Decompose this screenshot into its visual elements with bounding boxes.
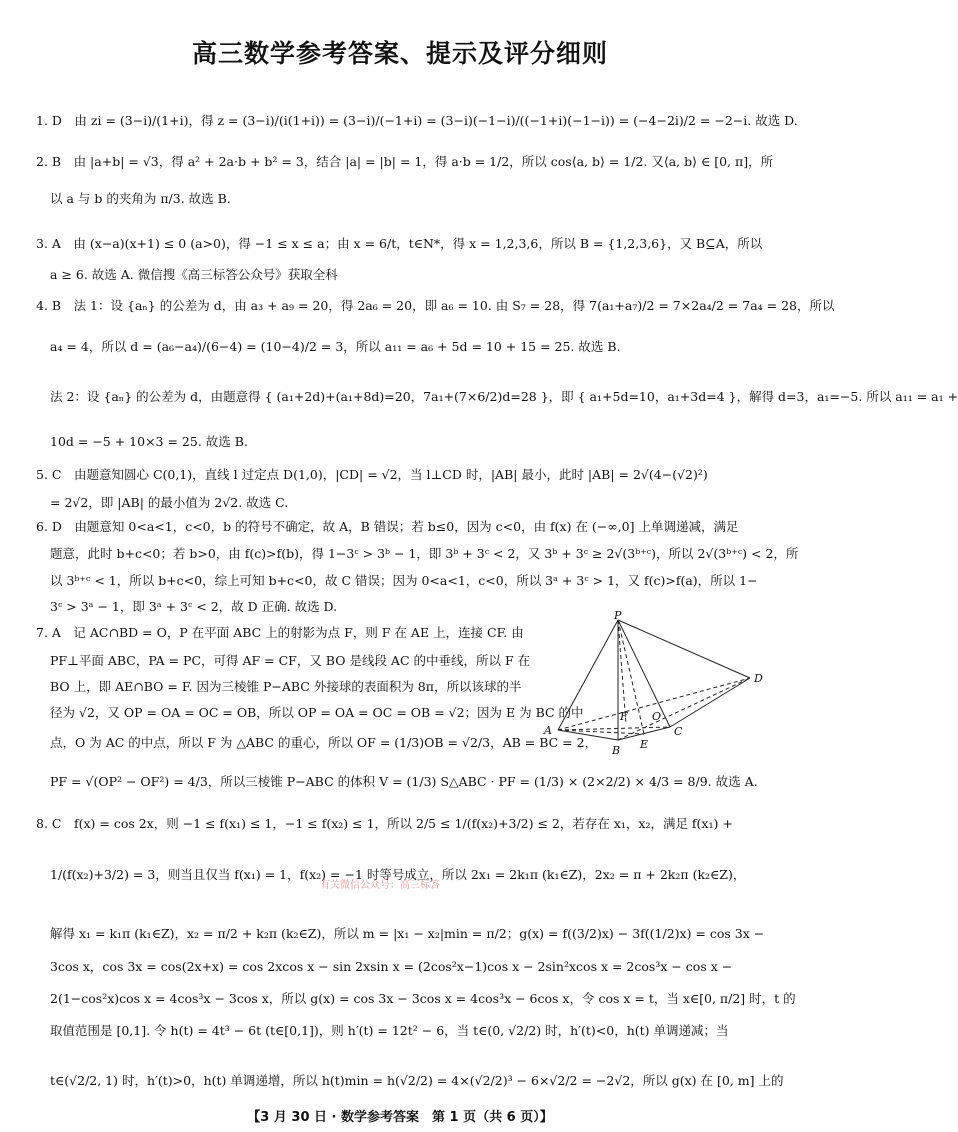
label-d: D [754,672,763,685]
answer-line: 6. D 由题意知 0<a<1，c<0，b 的符号不确定，故 A，B 错误；若 b≤0，因为 c<0，由 f(x) 在 (−∞,0] 上单调递减，满足 [36,519,739,534]
label-o: O [652,710,662,723]
answer-line: 10d = −5 + 10×3 = 25. 故选 B. [50,434,248,449]
edge-ac [558,727,670,730]
answer-line: 1/(f(x₂)+3/2) = 3，则当且仅当 f(x₁) = 1，f(x₂) = −1 时等号成立，所以 2x₁ = 2k₁π (k₁∈Z)，2x₂ = π + 2k₂π (k₂∈Z)， [50,867,746,882]
edge-cd [670,678,750,727]
answer-line: 1. D 由 zi = (3−i)/(1+i)，得 z = (3−i)/(i(1+i)) = (3−i)/(−1+i) = (3−i)(−1−i)/((−1+i)(−1−i)) = (−4−2i)/2 = −2−i. 故选 D. [36,113,798,128]
answer-line: 2. B 由 |a+b| = √3，得 a² + 2a·b + b² = 3，结合 |a| = |b| = 1，得 a·b = 1/2，所以 cos⟨a, b⟩ = 1/2. 又⟨a, b⟩ ∈ [0, π]，所 [36,154,774,169]
answer-line: 取值范围是 [0,1]. 令 h(t) = 4t³ − 6t (t∈[0,1])，则 h′(t) = 12t² − 6，当 t∈(0, √2/2) 时，h′(t)<0，h(t) 单调递减；当 [50,1023,729,1038]
answer-line: 以 a 与 b 的夹角为 π/3. 故选 B. [50,191,231,206]
answer-line: 题意，此时 b+c<0；若 b>0，由 f(c)>f(b)，得 1−3ᶜ > 3ᵇ − 1，即 3ᵇ + 3ᶜ < 2，又 3ᵇ + 3ᶜ ≥ 2√(3ᵇ⁺ᶜ)，所以 2√(3ᵇ⁺ᶜ) < 2，所 [50,546,799,561]
answer-line: PF⊥平面 ABC，PA = PC，可得 AF = CF，又 BO 是线段 AC 的中垂线，所以 F 在 [50,653,531,668]
edge-pd [618,620,750,678]
answer-line: 径为 √2，又 OP = OA = OC = OB，所以 OP = OA = OC = OB = √2；因为 E 为 BC 的中 [50,705,584,720]
answer-line: 以 3ᵇ⁺ᶜ < 1，所以 b+c<0，综上可知 b+c<0，故 C 错误；因为 0<a<1，c<0，所以 3ᵃ + 3ᶜ > 1，又 f(c)>f(a)，所以 1− [50,573,758,588]
answer-line: 法 2：设 {aₙ} 的公差为 d，由题意得 { (a₁+2d)+(a₁+8d)=20，7a₁+(7×6/2)d=28 }，即 { a₁+5d=10，a₁+3d=4 }，解得 d=3，a₁=−5. 所以 a₁₁ = a₁ + [50,389,958,404]
label-e: E [640,738,649,751]
pyramid-figure [540,609,772,762]
answer-line: 4. B 法 1：设 {aₙ} 的公差为 d，由 a₃ + a₉ = 20，得 2a₆ = 20，即 a₆ = 10. 由 S₇ = 28，得 7(a₁+a₇)/2 = 7×2a₄/2 = 7a₄ = 28，所以 [36,298,835,313]
answer-line: a₄ = 4，所以 d = (a₆−a₄)/(6−4) = (10−4)/2 = 3，所以 a₁₁ = a₆ + 5d = 10 + 15 = 25. 故选 B. [50,339,621,354]
answer-line: BO 上，即 AE∩BO = F. 因为三棱锥 P−ABC 外接球的表面积为 8π，所以该球的半 [50,679,522,694]
answer-line: 2(1−cos²x)cos x = 4cos³x − 3cos x，所以 g(x) = cos 3x − 3cos x = 4cos³x − 6cos x，令 cos x = t，当 x∈[0, π/2] 时，t 的 [50,991,796,1006]
page-title: 高三数学参考答案、提示及评分细则 [191,39,608,68]
answer-line: 3ᶜ > 3ᵃ − 1，即 3ᵃ + 3ᶜ < 2，故 D 正确. 故选 D. [50,599,338,614]
answer-line: 5. C 由题意知圆心 C(0,1)，直线 l 过定点 D(1,0)，|CD| = √2，当 l⊥CD 时，|AB| 最小，此时 |AB| = 2√(4−(√2)²) [36,467,708,482]
watermark-stamp: 有关微信公众号：高三标答 [320,880,440,891]
answer-line: 7. A 记 AC∩BD = O，P 在平面 ABC 上的射影为点 F，则 F 在 AE 上，连接 CF. 由 [36,625,524,640]
answer-line: a ≥ 6. 故选 A. 微信搜《高三标答公众号》获取全科 [50,267,338,282]
label-p: P [614,609,622,622]
label-c: C [674,725,683,738]
answer-line: 点，O 为 AC 的中点，所以 F 为 △ABC 的重心，所以 OF = (1/3)OB = √2/3，AB = BC = 2， [50,735,598,750]
answer-line: t∈(√2/2, 1) 时，h′(t)>0，h(t) 单调递增，所以 h(t)min = h(√2/2) = 4×(√2/2)³ − 6×√2/2 = −2√2，所以 g(x) 在 [0, m] 上的 [50,1073,784,1088]
label-a: A [544,724,552,737]
answer-line: 3cos x，cos 3x = cos(2x+x) = cos 2xcos x − sin 2xsin x = (2cos²x−1)cos x − 2sin²xcos x = 2cos³x − cos x − [50,959,733,974]
answer-line: 8. C f(x) = cos 2x，则 −1 ≤ f(x₁) ≤ 1，−1 ≤ f(x₂) ≤ 1，所以 2/5 ≤ 1/(f(x₂)+3/2) ≤ 2，若存在 x₁，x₂，满足 f(x₁) + [36,816,733,831]
edge-pa [558,620,618,730]
answer-line: PF = √(OP² − OF²) = 4/3，所以三棱锥 P−ABC 的体积 V = (1/3) S△ABC · PF = (1/3) × (2×2/2) × 4/3 = 8/9. 故选 A. [50,774,758,789]
answer-line: = 2√2，即 |AB| 的最小值为 2√2. 故选 C. [50,495,289,510]
page-footer: 【3 月 30 日 · 数学参考答案 第 1 页（共 6 页）】 [247,1110,553,1125]
label-b: B [612,744,621,757]
answer-line: 3. A 由 (x−a)(x+1) ≤ 0 (a>0)，得 −1 ≤ x ≤ a；由 x = 6/t，t∈N*，得 x = 1,2,3,6，所以 B = {1,2,3,6}，又 B⊆A，所以 [36,236,763,251]
answer-line: 解得 x₁ = k₁π (k₁∈Z)，x₂ = π/2 + k₂π (k₂∈Z)，所以 m = |x₁ − x₂|min = π/2；g(x) = f((3/2)x) − 3f((1/2)x) = cos 3x − [50,926,765,941]
label-f: F [620,710,628,723]
